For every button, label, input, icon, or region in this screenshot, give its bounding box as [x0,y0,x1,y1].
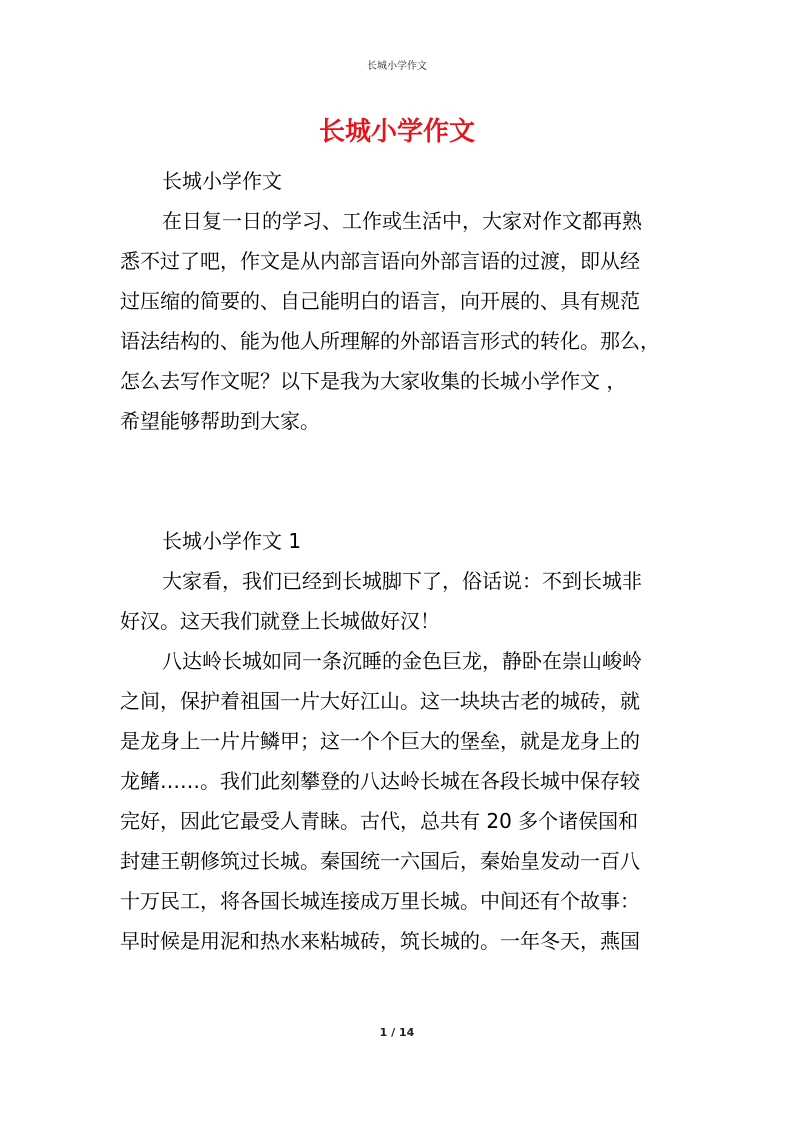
essay-paragraph-line: 封建王朝修筑过长城。秦国统一六国后，秦始皇发动一百八 [120,849,640,873]
section-gap [120,441,686,521]
essay-paragraph-line: 是龙身上一片片鳞甲；这一个个巨大的堡垒，就是龙身上的 [120,729,640,753]
intro-paragraph-line: 悉不过了吧，作文是从内部言语向外部言语的过渡，即从经 [120,249,640,273]
intro-paragraph-line: 过压缩的简要的、自己能明白的语言，向开展的、具有规范 [120,289,640,313]
intro-paragraph-line: 语法结构的、能为他人所理解的外部语言形式的转化。那么， [120,329,660,353]
essay-heading: 长城小学作文 1 [162,529,302,553]
intro-paragraph-line: 希望能够帮助到大家。 [120,409,320,433]
page-indicator: 1 / 14 [379,1026,415,1039]
essay-paragraph-line: 十万民工，将各国长城连接成万里长城。中间还有个故事： [120,889,640,913]
essay-paragraph-line: 完好，因此它最受人青睐。古代，总共有 20 多个诸侯国和 [120,809,639,833]
intro-heading: 长城小学作文 [162,169,282,193]
essay-paragraph-line: 八达岭长城如同一条沉睡的金色巨龙，静卧在崇山峻岭 [162,649,642,673]
essay-paragraph-line: 之间，保护着祖国一片大好江山。这一块块古老的城砖，就 [120,689,640,713]
essay-paragraph-line: 大家看，我们已经到长城脚下了，俗话说：不到长城非 [162,569,642,593]
page-header: 长城小学作文 [367,61,427,72]
document-title: 长城小学作文 [318,117,475,147]
document-body [120,161,686,961]
essay-paragraph-line: 好汉。这天我们就登上长城做好汉！ [120,609,440,633]
intro-paragraph-line: 怎么去写作文呢？以下是我为大家收集的长城小学作文 ， [120,369,627,393]
essay-paragraph-line: 早时候是用泥和热水来粘城砖，筑长城的。一年冬天，燕国 [120,929,640,953]
essay-paragraph-line: 龙鳍……。我们此刻攀登的八达岭长城在各段长城中保存较 [120,769,640,793]
intro-paragraph-line: 在日复一日的学习、工作或生活中，大家对作文都再熟 [162,209,642,233]
